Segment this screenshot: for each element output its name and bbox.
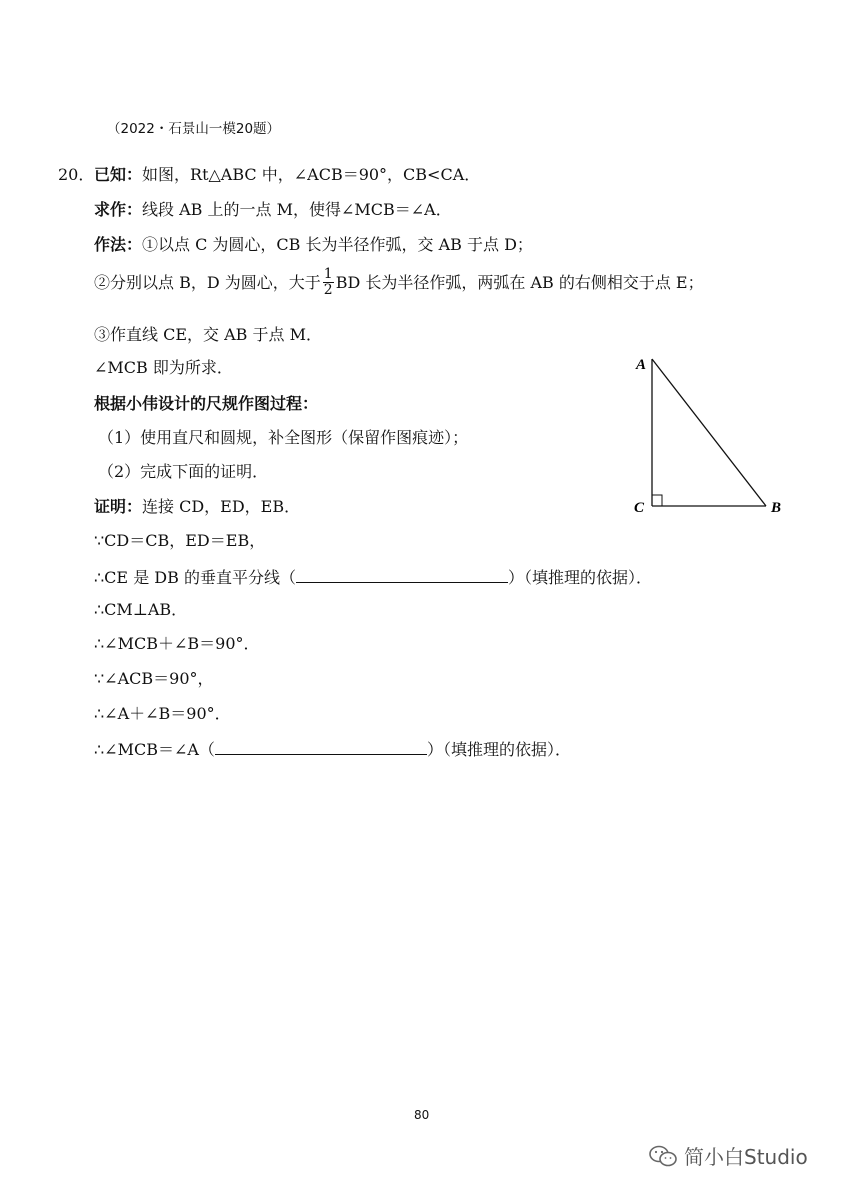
watermark (648, 1141, 808, 1170)
proof-step-2 (94, 566, 652, 588)
wechat-icon (648, 1144, 678, 1168)
problem-number: 20． (58, 165, 95, 184)
fraction-half (323, 267, 334, 298)
fraction-numerator: 1 (323, 266, 333, 282)
given-label: 已知： (94, 165, 143, 184)
proof-step-6: ∴∠A＋∠B＝90°． (94, 704, 231, 723)
method-label: 作法： (94, 235, 143, 254)
proof-step-1: ∵CD＝CB，ED＝EB， (94, 531, 266, 550)
proof-step-7 (94, 738, 571, 760)
process-heading: 根据小伟设计的尺规作图过程： (94, 394, 319, 413)
source-tag: （2022・石景山一模20题） (107, 121, 281, 137)
step-2-line (94, 268, 704, 299)
given-text: 如图，Rt△ABC 中，∠ACB＝90°，CB<CA． (142, 165, 481, 184)
step-2-post: BD 长为半径作弧，两弧在 AB 的右侧相交于点 E； (335, 273, 704, 292)
side-ab (652, 359, 766, 506)
task-label: 求作： (94, 200, 143, 219)
proof-intro: 连接 CD，ED，EB． (142, 497, 301, 516)
proof-step-7-post: ）（填推理的依据）． (426, 740, 571, 759)
given-line (94, 165, 480, 185)
proof-step-3: ∴CM⊥AB． (94, 600, 188, 619)
vertex-label-a: A (636, 357, 647, 373)
vertex-label-b: B (771, 500, 782, 516)
result-line: ∠MCB 即为所求． (94, 358, 233, 377)
proof-line (94, 497, 300, 517)
task-text: 线段 AB 上的一点 M，使得∠MCB＝∠A． (142, 200, 452, 219)
proof-step-2-post: ）（填推理的依据）． (507, 568, 652, 587)
right-angle-mark (652, 495, 662, 506)
task-line (94, 200, 452, 220)
question-1: （1）使用直尺和圆规，补全图形（保留作图痕迹）； (98, 428, 469, 447)
method-line (94, 235, 533, 255)
proof-step-2-pre: ∴CE 是 DB 的垂直平分线（ (94, 568, 296, 587)
watermark-text: 简小白Studio (684, 1145, 808, 1169)
step-1: ①以点 C 为圆心，CB 长为半径作弧，交 AB 于点 D； (142, 235, 533, 254)
proof-step-5: ∵∠ACB＝90°， (94, 669, 214, 688)
proof-step-4: ∴∠MCB＋∠B＝90°． (94, 634, 260, 653)
vertex-label-c: C (634, 500, 645, 516)
proof-label: 证明： (94, 497, 143, 516)
step-2-pre: ②分别以点 B，D 为圆心，大于 (94, 273, 321, 292)
question-2: （2）完成下面的证明． (98, 462, 269, 481)
page-number: 80 (414, 1108, 430, 1122)
answer-blank-2[interactable] (215, 738, 427, 755)
answer-blank-1[interactable] (296, 566, 508, 583)
fraction-denominator: 2 (323, 282, 333, 298)
proof-step-7-pre: ∴∠MCB＝∠A（ (94, 740, 215, 759)
step-3: ③作直线 CE，交 AB 于点 M． (94, 325, 322, 344)
triangle-figure (625, 350, 795, 520)
